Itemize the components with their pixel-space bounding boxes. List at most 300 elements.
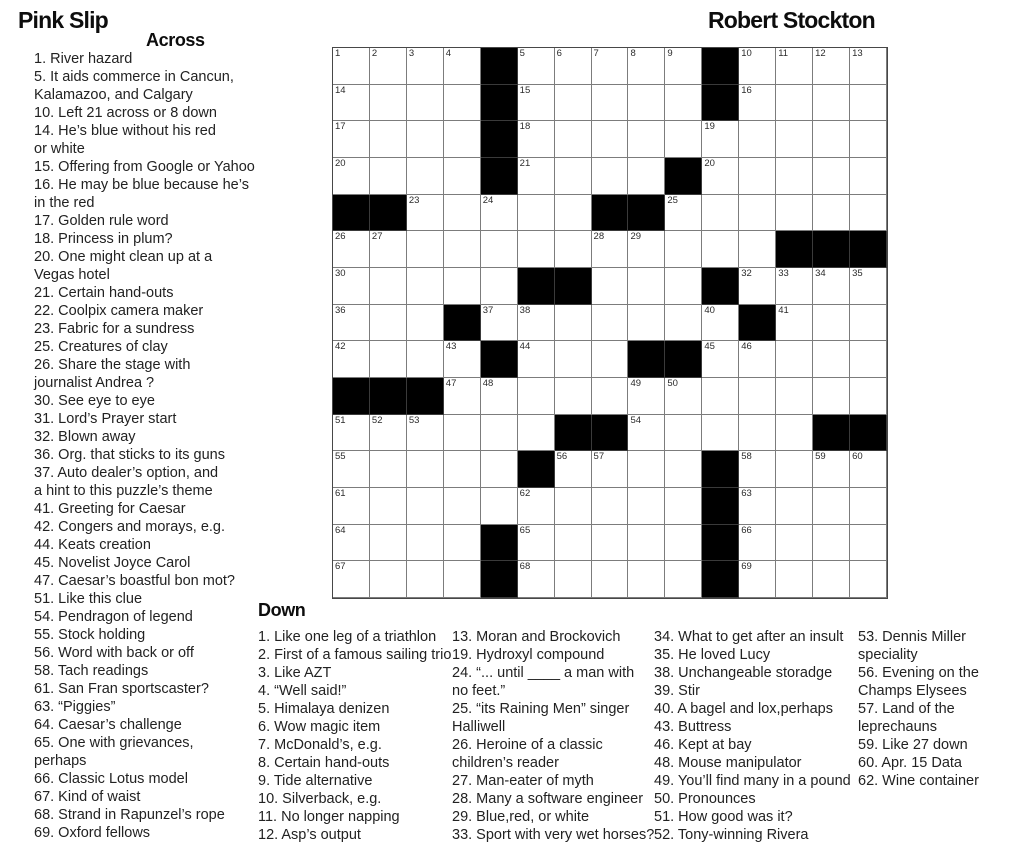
clue-line: 59. Like 27 down [858, 737, 968, 753]
grid-cell[interactable] [518, 341, 555, 378]
cell-number: 24 [482, 194, 494, 206]
grid-cell[interactable] [444, 525, 481, 562]
grid-cell[interactable] [665, 231, 702, 268]
grid-cell[interactable] [702, 305, 739, 342]
grid-cell[interactable] [850, 195, 887, 232]
grid-cell[interactable] [407, 48, 444, 85]
grid-cell[interactable] [739, 231, 776, 268]
grid-cell[interactable] [665, 488, 702, 525]
cell-number: 6 [556, 48, 562, 59]
grid-cell[interactable] [333, 488, 370, 525]
clue-line: 43. Buttress [654, 719, 732, 735]
grid-cell[interactable] [702, 415, 739, 452]
grid-cell[interactable] [592, 305, 629, 342]
grid-cell[interactable] [370, 48, 407, 85]
grid-cell[interactable] [665, 48, 702, 85]
clue [452, 790, 652, 808]
black-cell [481, 85, 518, 122]
grid-cell[interactable] [739, 525, 776, 562]
cell-number: 46 [741, 341, 752, 353]
grid-cell[interactable] [665, 415, 702, 452]
grid-cell[interactable] [592, 85, 629, 122]
grid-cell[interactable] [739, 378, 776, 415]
grid-cell[interactable] [813, 85, 850, 122]
cell-number: 37 [482, 304, 494, 316]
grid-cell[interactable] [628, 158, 665, 195]
grid-cell[interactable] [481, 231, 518, 268]
grid-cell[interactable] [665, 121, 702, 158]
grid-cell[interactable] [776, 415, 813, 452]
grid-cell[interactable] [850, 158, 887, 195]
clue-line: 47. Caesar’s boastful bon mot? [34, 573, 235, 589]
clue-line: 15. Offering from Google or Yahoo [34, 159, 255, 175]
grid-cell[interactable] [665, 268, 702, 305]
grid-cell[interactable] [813, 451, 850, 488]
clue [34, 212, 334, 230]
clue-line: 18. Princess in plum? [34, 231, 173, 247]
grid-cell[interactable] [850, 525, 887, 562]
grid-cell[interactable] [776, 158, 813, 195]
grid-cell[interactable] [555, 121, 592, 158]
grid-cell[interactable] [702, 231, 739, 268]
grid-cell[interactable] [592, 525, 629, 562]
clue [452, 664, 652, 700]
grid-cell[interactable] [481, 451, 518, 488]
clue [34, 68, 334, 104]
grid-cell[interactable] [813, 378, 850, 415]
grid-cell[interactable] [813, 195, 850, 232]
grid-cell[interactable] [592, 268, 629, 305]
cell-number: 20 [335, 158, 346, 169]
grid-cell[interactable] [407, 195, 444, 232]
clue-line: 51. Like this clue [34, 591, 143, 607]
grid-cell[interactable] [739, 488, 776, 525]
clue-line: 36. Org. that sticks to its guns [34, 447, 225, 463]
grid-cell[interactable] [739, 341, 776, 378]
cell-number: 23 [408, 194, 420, 206]
grid-cell[interactable] [555, 378, 592, 415]
grid-cell[interactable] [444, 85, 481, 122]
clue-line: 66. Classic Lotus model [34, 771, 188, 787]
grid-cell[interactable] [813, 525, 850, 562]
grid-cell[interactable] [665, 451, 702, 488]
grid-cell[interactable] [665, 195, 702, 232]
grid-cell[interactable] [592, 341, 629, 378]
grid-cell[interactable] [776, 305, 813, 342]
grid-cell[interactable] [850, 85, 887, 122]
black-cell [702, 488, 739, 525]
cell-number: 14 [335, 84, 346, 96]
down-clue-column-2 [452, 628, 655, 844]
grid-cell[interactable] [555, 158, 592, 195]
clue-line: no feet.” [452, 683, 506, 699]
grid-cell[interactable] [481, 305, 518, 342]
cell-number: 68 [519, 561, 531, 573]
grid-cell[interactable] [444, 48, 481, 85]
cell-number: 56 [556, 451, 568, 463]
grid-cell[interactable] [481, 378, 518, 415]
grid-cell[interactable] [776, 451, 813, 488]
cell-number: 61 [335, 488, 346, 499]
grid-cell[interactable] [444, 488, 481, 525]
grid-cell[interactable] [518, 525, 555, 562]
clue-line: 29. Blue,red, or white [452, 809, 590, 825]
black-cell [518, 451, 555, 488]
cell-number: 59 [815, 451, 826, 463]
clue-line: 19. Hydroxyl compound [452, 647, 605, 663]
grid-cell[interactable] [592, 121, 629, 158]
grid-cell[interactable] [407, 231, 444, 268]
grid-cell[interactable] [481, 195, 518, 232]
clue-line: 12. Asp’s output [258, 827, 361, 843]
grid-cell[interactable] [444, 378, 481, 415]
cell-number: 53 [408, 414, 420, 426]
cell-number: 11 [778, 48, 789, 59]
grid-cell[interactable] [333, 415, 370, 452]
clue [34, 464, 334, 500]
grid-cell[interactable] [850, 305, 887, 342]
cell-number: 65 [519, 524, 531, 536]
black-cell [444, 305, 481, 342]
black-cell [665, 341, 702, 378]
clue [858, 700, 1023, 736]
grid-cell[interactable] [370, 305, 407, 342]
grid-cell[interactable] [555, 85, 592, 122]
grid-cell[interactable] [739, 158, 776, 195]
cell-number: 13 [852, 48, 863, 59]
black-cell [481, 121, 518, 158]
grid-cell[interactable] [850, 341, 887, 378]
grid-cell[interactable] [739, 415, 776, 452]
clue [654, 826, 854, 844]
grid-cell[interactable] [850, 378, 887, 415]
grid-cell[interactable] [665, 525, 702, 562]
grid-cell[interactable] [592, 488, 629, 525]
clue [258, 826, 453, 844]
clue [258, 718, 453, 736]
grid-cell[interactable] [739, 195, 776, 232]
grid-cell[interactable] [407, 341, 444, 378]
clue [34, 572, 334, 590]
grid-cell[interactable] [333, 561, 370, 598]
clue-line: 28. Many a software engineer [452, 791, 644, 807]
grid-cell[interactable] [518, 415, 555, 452]
grid-cell[interactable] [776, 195, 813, 232]
grid-cell[interactable] [813, 341, 850, 378]
grid-cell[interactable] [628, 231, 665, 268]
grid-cell[interactable] [702, 158, 739, 195]
grid-cell[interactable] [333, 48, 370, 85]
clue-line: 9. Tide alternative [258, 773, 373, 789]
grid-cell[interactable] [555, 488, 592, 525]
grid-cell[interactable] [481, 268, 518, 305]
grid-cell[interactable] [370, 121, 407, 158]
grid-cell[interactable] [333, 451, 370, 488]
grid-cell[interactable] [407, 415, 444, 452]
grid-cell[interactable] [444, 341, 481, 378]
grid-cell[interactable] [813, 48, 850, 85]
grid-cell[interactable] [850, 121, 887, 158]
grid-cell[interactable] [555, 561, 592, 598]
clue [258, 754, 453, 772]
clue [258, 808, 453, 826]
grid-cell[interactable] [628, 525, 665, 562]
grid-cell[interactable] [407, 451, 444, 488]
grid-cell[interactable] [628, 415, 665, 452]
grid-cell[interactable] [518, 195, 555, 232]
grid-cell[interactable] [592, 561, 629, 598]
grid-cell[interactable] [628, 85, 665, 122]
grid-cell[interactable] [333, 231, 370, 268]
grid-cell[interactable] [850, 451, 887, 488]
clue-line: 10. Silverback, e.g. [258, 791, 382, 807]
grid-cell[interactable] [444, 268, 481, 305]
black-cell [518, 268, 555, 305]
clue [34, 518, 334, 536]
clue [34, 104, 334, 122]
clue-line: 4. “Well said!” [258, 683, 347, 699]
grid-cell[interactable] [444, 451, 481, 488]
black-cell [702, 525, 739, 562]
grid-cell[interactable] [518, 231, 555, 268]
clue [258, 646, 453, 664]
grid-cell[interactable] [481, 415, 518, 452]
clue-line: 20. One might clean up at a [34, 249, 213, 265]
grid-cell[interactable] [628, 488, 665, 525]
grid-cell[interactable] [702, 121, 739, 158]
grid-cell[interactable] [518, 561, 555, 598]
cell-number: 69 [741, 561, 752, 573]
cell-number: 25 [667, 194, 678, 206]
grid-cell[interactable] [333, 341, 370, 378]
clue-line: 57. Land of the [858, 701, 955, 717]
cell-number: 64 [335, 524, 346, 536]
grid-cell[interactable] [665, 305, 702, 342]
grid-cell[interactable] [333, 158, 370, 195]
grid-cell[interactable] [518, 305, 555, 342]
clue-line: 54. Pendragon of legend [34, 609, 193, 625]
grid-cell[interactable] [370, 488, 407, 525]
grid-cell[interactable] [370, 268, 407, 305]
grid-cell[interactable] [518, 48, 555, 85]
grid-cell[interactable] [592, 158, 629, 195]
clue [858, 628, 1023, 664]
clue [452, 808, 652, 826]
grid-cell[interactable] [370, 561, 407, 598]
grid-cell[interactable] [813, 561, 850, 598]
grid-cell[interactable] [776, 48, 813, 85]
cell-number: 62 [519, 488, 531, 499]
grid-cell[interactable] [776, 561, 813, 598]
grid-cell[interactable] [628, 268, 665, 305]
grid-cell[interactable] [444, 158, 481, 195]
grid-cell[interactable] [444, 121, 481, 158]
clue-line: a hint to this puzzle’s theme [34, 483, 213, 499]
black-cell [702, 451, 739, 488]
clue [34, 500, 334, 518]
grid-cell[interactable] [776, 85, 813, 122]
black-cell [481, 48, 518, 85]
cell-number: 21 [519, 158, 531, 169]
grid-cell[interactable] [407, 85, 444, 122]
grid-cell[interactable] [407, 305, 444, 342]
grid-cell[interactable] [739, 121, 776, 158]
grid-cell[interactable] [333, 305, 370, 342]
clue-line: leprechauns [858, 719, 937, 735]
black-cell [776, 231, 813, 268]
grid-cell[interactable] [518, 378, 555, 415]
cell-number: 35 [852, 268, 863, 279]
grid-cell[interactable] [370, 451, 407, 488]
grid-cell[interactable] [555, 451, 592, 488]
cell-number: 34 [815, 268, 826, 279]
grid-cell[interactable] [370, 341, 407, 378]
grid-cell[interactable] [702, 341, 739, 378]
clue-line: 46. Kept at bay [654, 737, 752, 753]
grid-cell[interactable] [333, 525, 370, 562]
grid-cell[interactable] [850, 488, 887, 525]
black-cell [702, 85, 739, 122]
grid-cell[interactable] [665, 561, 702, 598]
grid-cell[interactable] [407, 158, 444, 195]
clue [654, 718, 854, 736]
cell-number: 55 [335, 451, 346, 463]
grid-cell[interactable] [850, 48, 887, 85]
grid-cell[interactable] [444, 561, 481, 598]
grid-cell[interactable] [813, 158, 850, 195]
cell-number: 50 [667, 378, 678, 389]
grid-cell[interactable] [628, 121, 665, 158]
clue [34, 158, 334, 176]
grid-cell[interactable] [592, 48, 629, 85]
grid-cell[interactable] [518, 121, 555, 158]
cell-number: 67 [335, 561, 346, 573]
grid-cell[interactable] [370, 525, 407, 562]
grid-cell[interactable] [370, 415, 407, 452]
black-cell [481, 341, 518, 378]
clue [34, 446, 334, 464]
grid-cell[interactable] [665, 378, 702, 415]
cell-number: 54 [630, 414, 642, 426]
clue-line: 3. Like AZT [258, 665, 332, 681]
grid-cell[interactable] [333, 121, 370, 158]
clue-line: 25. Creatures of clay [34, 339, 168, 355]
cell-number: 27 [371, 231, 383, 243]
grid-cell[interactable] [370, 158, 407, 195]
puzzle-title: Pink Slip [18, 7, 108, 33]
clue-line: 22. Coolpix camera maker [34, 303, 204, 319]
grid-cell[interactable] [555, 305, 592, 342]
grid-cell[interactable] [407, 525, 444, 562]
grid-cell[interactable] [555, 195, 592, 232]
grid-cell[interactable] [665, 85, 702, 122]
grid-cell[interactable] [518, 488, 555, 525]
clue-line: 51. How good was it? [654, 809, 793, 825]
clue-line: perhaps [34, 753, 87, 769]
cell-number: 49 [630, 378, 642, 389]
clue-line: Vegas hotel [34, 267, 110, 283]
grid-cell[interactable] [444, 231, 481, 268]
grid-cell[interactable] [628, 48, 665, 85]
grid-cell[interactable] [555, 341, 592, 378]
clue [34, 392, 334, 410]
grid-cell[interactable] [407, 561, 444, 598]
grid-cell[interactable] [370, 85, 407, 122]
grid-cell[interactable] [555, 231, 592, 268]
grid-cell[interactable] [813, 268, 850, 305]
cell-number: 17 [335, 121, 346, 133]
grid-cell[interactable] [370, 231, 407, 268]
grid-cell[interactable] [739, 451, 776, 488]
grid-cell[interactable] [850, 268, 887, 305]
grid-cell[interactable] [592, 378, 629, 415]
grid-cell[interactable] [739, 561, 776, 598]
grid-cell[interactable] [333, 85, 370, 122]
clue-line: 58. Tach readings [34, 663, 149, 679]
cell-number: 28 [593, 231, 605, 243]
grid-cell[interactable] [739, 268, 776, 305]
grid-cell[interactable] [813, 488, 850, 525]
grid-cell[interactable] [518, 85, 555, 122]
clue [654, 808, 854, 826]
grid-cell[interactable] [407, 488, 444, 525]
grid-cell[interactable] [776, 378, 813, 415]
clue [452, 700, 652, 736]
grid-cell[interactable] [628, 561, 665, 598]
grid-cell[interactable] [776, 488, 813, 525]
grid-cell[interactable] [776, 268, 813, 305]
clue-line: journalist Andrea ? [34, 375, 155, 391]
clue-line: 53. Dennis Miller [858, 629, 966, 645]
grid-cell[interactable] [776, 341, 813, 378]
clue-line: 10. Left 21 across or 8 down [34, 105, 217, 121]
grid-cell[interactable] [407, 121, 444, 158]
grid-cell[interactable] [850, 561, 887, 598]
clue [34, 50, 334, 68]
clue [34, 356, 334, 392]
grid-cell[interactable] [776, 121, 813, 158]
grid-cell[interactable] [628, 378, 665, 415]
grid-cell[interactable] [813, 305, 850, 342]
clue [858, 772, 1023, 790]
grid-cell[interactable] [813, 121, 850, 158]
grid-cell[interactable] [444, 415, 481, 452]
grid-cell[interactable] [518, 158, 555, 195]
grid-cell[interactable] [481, 488, 518, 525]
grid-cell[interactable] [555, 48, 592, 85]
cell-number: 2 [371, 48, 378, 59]
clue [258, 682, 453, 700]
grid-cell[interactable] [407, 268, 444, 305]
grid-cell[interactable] [739, 48, 776, 85]
grid-cell[interactable] [702, 195, 739, 232]
grid-cell[interactable] [776, 525, 813, 562]
clue-line: 62. Wine container [858, 773, 979, 789]
grid-cell[interactable] [702, 378, 739, 415]
grid-cell[interactable] [444, 195, 481, 232]
grid-cell[interactable] [333, 268, 370, 305]
cell-number: 43 [445, 341, 457, 353]
cell-number: 19 [704, 121, 715, 133]
grid-cell[interactable] [628, 305, 665, 342]
clue-line: 21. Certain hand-outs [34, 285, 174, 301]
grid-cell[interactable] [592, 451, 629, 488]
grid-cell[interactable] [739, 85, 776, 122]
grid-cell[interactable] [592, 231, 629, 268]
black-cell [813, 415, 850, 452]
grid-cell[interactable] [555, 525, 592, 562]
grid-cell[interactable] [628, 451, 665, 488]
